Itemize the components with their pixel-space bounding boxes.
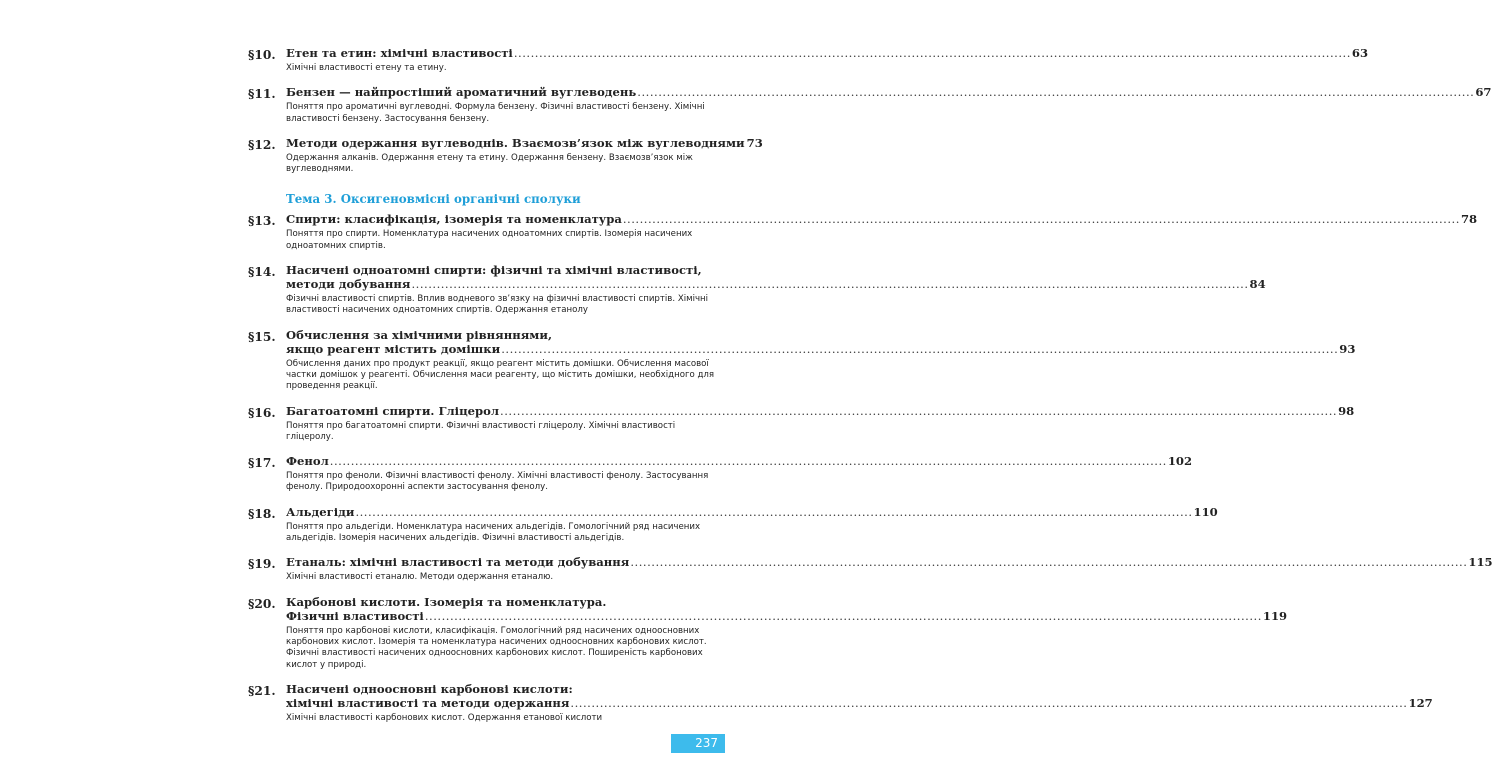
leader-dots: ........................................................................................................................................................................................................ [622, 212, 1460, 227]
section-title-text: Фізичні властивості [286, 608, 424, 623]
section-title [286, 681, 1433, 724]
leader-dots: ........................................................................................................................................................................................................ [411, 277, 1249, 292]
section-title-line: Обчислення за хімічними рівняннями, [286, 327, 552, 342]
section-description: Поняття про карбонові кислоти, класифікація. Гомологічний ряд насичених одноосновних карбонових кислот. Ізомерія та номенклатура насичених одноосновних карбонових кислот. Фізичні властивості насичених одноосновних карбонових кислот. Поширеність карбонових кислот у природі. [286, 625, 707, 670]
section-title-text: методи добування [286, 277, 411, 292]
section-title-text: Методи одержання вуглеводнів. Взаємозв’язок між вуглеводнями [286, 135, 745, 150]
section-title-text: якщо реагент містить домішки [286, 341, 501, 356]
section-title [286, 135, 763, 176]
toc-entry [248, 212, 1478, 252]
page-number-badge: 237 [671, 734, 725, 753]
toc-entry [248, 46, 1369, 74]
section-page-number: 63 [1351, 46, 1369, 60]
section-title-line: Насичені одноосновні карбонові кислоти: [286, 681, 573, 696]
section-page-number: 73 [746, 135, 763, 150]
toc-entry [248, 327, 1356, 393]
section-title-last-line [286, 277, 1266, 292]
section-number: §13. [248, 214, 276, 229]
section-title [286, 85, 1492, 125]
section-title-last-line [286, 46, 1369, 60]
section-title-text: Фенол [286, 454, 329, 469]
section-title-text: Бензен — найпростіший ароматичний вуглеводень [286, 85, 637, 100]
section-page-number: 93 [1339, 341, 1356, 356]
toc-group-oxygen-compounds [248, 212, 1493, 724]
leader-dots: ........................................................................................................................................................................................................ [513, 46, 1351, 60]
section-title [286, 46, 1369, 74]
section-title [286, 454, 1193, 494]
toc-entry [248, 135, 763, 176]
section-title-text: Багатоатомні спирти. Гліцерол [286, 403, 500, 418]
toc-entry [248, 454, 1193, 494]
toc-entry [248, 263, 1266, 317]
section-title [286, 504, 1218, 545]
section-number: §17. [248, 456, 276, 471]
leader-dots: ........................................................................................................................................................................................................ [424, 608, 1262, 623]
leader-dots: ........................................................................................................................................................................................................ [637, 85, 1475, 100]
section-title-line: Насичені одноатомні спирти: фізичні та хімічні властивості, [286, 263, 702, 278]
section-title-last-line [286, 85, 1492, 100]
section-page-number: 78 [1460, 212, 1478, 227]
section-description: Хімічні властивості етаналю. Методи одержання етаналю. [286, 572, 554, 583]
section-page-number: 102 [1167, 454, 1193, 469]
topic-heading: Тема 3. Оксигеновмісні органічні сполуки [286, 192, 581, 207]
section-number: §16. [248, 405, 276, 420]
section-description: Поняття про альдегіди. Номенклатура насичених альдегідів. Гомологічний ряд насичених альдегідів. Ізомерія насичених альдегідів. Фізичні властивості альдегідів. [286, 521, 701, 544]
section-description: Хімічні властивості карбонових кислот. Одержання етанової кислоти [286, 712, 603, 723]
section-title-text: Етен та етин: хімічні властивості [286, 46, 513, 60]
section-number: §21. [248, 683, 276, 698]
section-number: §15. [248, 329, 276, 344]
section-number: §12. [248, 137, 276, 152]
table-of-contents [248, 46, 1493, 735]
section-title-text: Етаналь: хімічні властивості та методи добування [286, 555, 630, 570]
toc-group-hydrocarbons [248, 46, 1492, 175]
section-title [286, 594, 1288, 671]
section-number: §18. [248, 506, 276, 521]
section-title-last-line [286, 135, 763, 150]
section-title [286, 403, 1355, 444]
section-title-last-line [286, 695, 1433, 710]
leader-dots: ........................................................................................................................................................................................................ [570, 695, 1408, 710]
toc-entry [248, 403, 1355, 444]
section-description: Поняття про ароматичні вуглеводні. Формула бензену. Фізичні властивості бензену. Хімічні властивості бензену. Застосування бензену. [286, 102, 705, 124]
section-number: §14. [248, 265, 276, 280]
section-title-last-line [286, 212, 1478, 227]
section-number: §11. [248, 87, 276, 102]
section-title-last-line [286, 403, 1355, 418]
section-title-text: Альдегіди [286, 504, 355, 519]
section-number: §20. [248, 596, 276, 611]
section-title [286, 263, 1266, 317]
section-title [286, 212, 1478, 252]
toc-entry [248, 594, 1288, 671]
leader-dots: ........................................................................................................................................................................................................ [630, 555, 1468, 570]
leader-dots: ........................................................................................................................................................................................................ [329, 454, 1167, 469]
section-title-line: Карбонові кислоти. Ізомерія та номенклатура. [286, 594, 607, 609]
section-description: Фізичні властивості спиртів. Вплив водневого зв’язку на фізичні властивості спиртів. Хімічні властивості насичених одноатомних спиртів. Одержання етанолу [286, 294, 709, 316]
section-page-number: 119 [1262, 608, 1288, 623]
section-title [286, 555, 1493, 583]
section-description: Поняття про спирти. Номенклатура насичених одноатомних спиртів. Ізомерія насичених одноатомних спиртів. [286, 229, 693, 251]
section-page-number: 67 [1475, 85, 1492, 100]
section-page-number: 110 [1193, 504, 1218, 519]
leader-dots: ........................................................................................................................................................................................................ [501, 341, 1339, 356]
section-title-last-line [286, 341, 1356, 356]
section-title-last-line [286, 504, 1218, 519]
toc-entry [248, 85, 1492, 125]
section-description: Обчислення даних про продукт реакції, якщо реагент містить домішки. Обчислення масової частки домішок у реагенті. Обчислення маси реагенту, що містить домішки, необхідного для проведення реакції. [286, 358, 715, 392]
section-number: §19. [248, 557, 276, 572]
section-page-number: 84 [1249, 277, 1266, 292]
toc-entry [248, 504, 1218, 545]
section-page-number: 115 [1468, 555, 1493, 570]
section-title-last-line [286, 555, 1493, 570]
section-page-number: 127 [1408, 695, 1433, 710]
section-title-text: хімічні властивості та методи одержання [286, 695, 570, 710]
section-title [286, 327, 1356, 393]
leader-dots: ........................................................................................................................................................................................................ [500, 403, 1338, 418]
section-title-text: Спирти: класифікація, ізомерія та номенклатура [286, 212, 622, 227]
section-page-number: 98 [1338, 403, 1355, 418]
toc-entry [248, 681, 1433, 724]
section-title-last-line [286, 608, 1288, 623]
section-description: Хімічні властивості етену та етину. [286, 63, 447, 73]
section-description: Поняття про багатоатомні спирти. Фізичні властивості гліцеролу. Хімічні властивості гліцеролу. [286, 420, 676, 442]
section-title-last-line [286, 454, 1193, 469]
section-number: §10. [248, 48, 276, 62]
leader-dots: ........................................................................................................................................................................................................ [355, 504, 1193, 519]
toc-entry [248, 555, 1493, 583]
section-description: Поняття про феноли. Фізичні властивості фенолу. Хімічні властивості фенолу. Застосування фенолу. Природоохоронні аспекти застосування фенолу. [286, 471, 709, 493]
section-description: Одержання алканів. Одержання етену та етину. Одержання бензену. Взаємозв’язок між вуглеводнями. [286, 152, 693, 175]
